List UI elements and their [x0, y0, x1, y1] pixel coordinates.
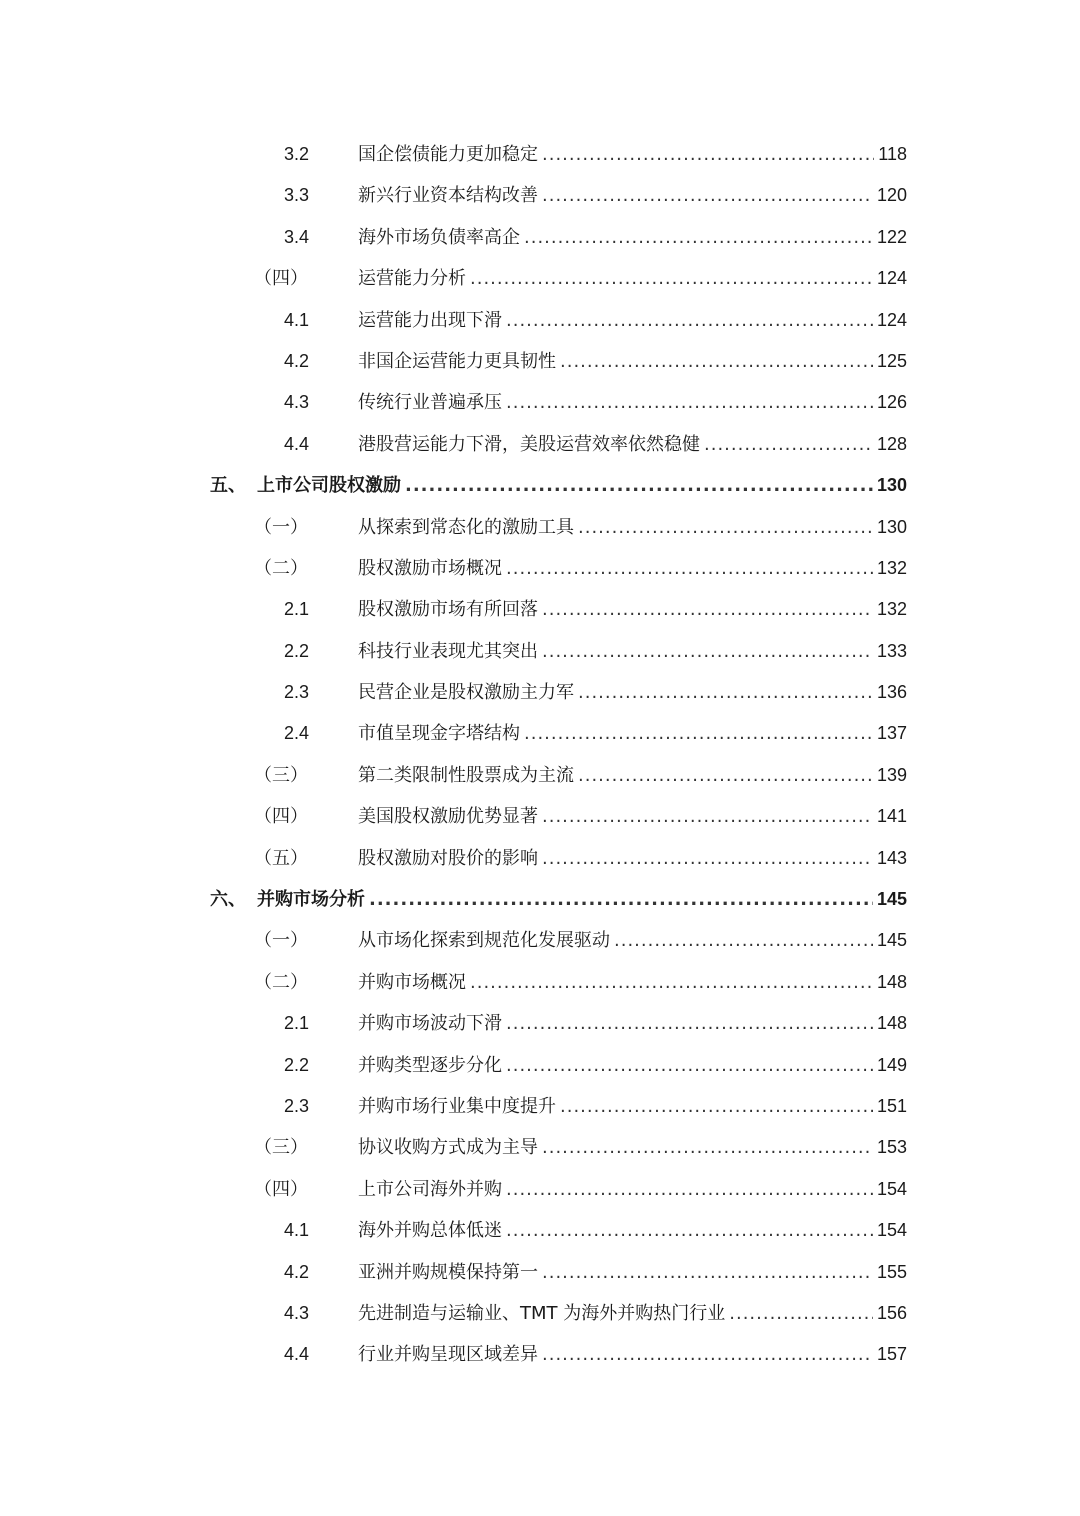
toc-number: 2.3	[284, 682, 310, 703]
toc-entry	[358, 962, 907, 1003]
dot-leader	[542, 631, 873, 672]
dot-leader	[542, 838, 873, 879]
toc-row-sub[interactable]	[0, 134, 1080, 175]
toc-number: 3.4	[284, 226, 310, 247]
toc-title: 并购市场概况	[358, 971, 466, 993]
toc-row-sub[interactable]	[0, 1210, 1080, 1251]
toc-page-number: 130	[876, 475, 907, 496]
toc-entry	[358, 175, 907, 216]
toc-row-section[interactable]	[0, 920, 1080, 961]
toc-entry	[358, 796, 907, 837]
dot-leader	[578, 672, 873, 713]
toc-number: （三）	[254, 764, 308, 786]
dot-leader	[506, 382, 873, 423]
toc-page-number: 151	[876, 1095, 907, 1116]
dot-leader	[506, 1045, 873, 1086]
toc-title: 上市公司海外并购	[358, 1178, 502, 1200]
toc-page-number: 124	[876, 268, 907, 289]
dot-leader	[524, 217, 873, 258]
dot-leader	[524, 713, 873, 754]
toc-entry	[358, 424, 907, 465]
toc-number: 2.3	[284, 1095, 310, 1116]
dot-leader	[506, 1003, 873, 1044]
toc-entry	[358, 589, 907, 630]
toc-page-number: 153	[876, 1137, 907, 1158]
dot-leader	[506, 1169, 873, 1210]
toc-entry	[358, 920, 907, 961]
toc-page-number: 141	[876, 806, 907, 827]
toc-page-number: 148	[876, 971, 907, 992]
toc-number: 六、	[210, 889, 246, 911]
toc-entry	[358, 134, 907, 175]
toc-title: 国企偿债能力更加稳定	[358, 144, 538, 165]
dot-leader	[405, 465, 873, 506]
toc-entry	[358, 672, 907, 713]
toc-row-section[interactable]	[0, 962, 1080, 1003]
toc-page-number: 125	[876, 350, 907, 371]
toc-entry	[358, 713, 907, 754]
toc-row-sub[interactable]	[0, 713, 1080, 754]
toc-entry	[358, 1293, 907, 1334]
toc-title: 传统行业普遍承压	[358, 392, 502, 414]
toc-number: 4.3	[284, 392, 310, 413]
toc-title: 并购市场行业集中度提升	[358, 1095, 556, 1117]
toc-number: 4.1	[284, 309, 310, 330]
toc-title: 并购市场波动下滑	[358, 1013, 502, 1035]
toc-row-sub[interactable]	[0, 217, 1080, 258]
toc-row-sub[interactable]	[0, 175, 1080, 216]
toc-page-number: 128	[876, 433, 907, 454]
toc-number: 五、	[210, 475, 246, 497]
toc-row-section[interactable]	[0, 258, 1080, 299]
toc-entry	[358, 1086, 907, 1127]
toc-page-number: 137	[876, 723, 907, 744]
toc-row-section[interactable]	[0, 755, 1080, 796]
dot-leader	[470, 962, 873, 1003]
toc-entry	[358, 838, 907, 879]
table-of-contents	[0, 134, 1080, 1376]
toc-row-sub[interactable]	[0, 1003, 1080, 1044]
toc-title: 美国股权激励优势显著	[358, 806, 538, 828]
toc-page-number: 124	[876, 309, 907, 330]
dot-leader	[506, 300, 873, 341]
toc-title: 从市场化探索到规范化发展驱动	[358, 930, 610, 952]
toc-title: 第二类限制性股票成为主流	[358, 764, 574, 786]
dot-leader	[614, 920, 873, 961]
toc-number: 4.4	[284, 1344, 310, 1365]
toc-page-number: 154	[876, 1220, 907, 1241]
dot-leader	[578, 755, 873, 796]
toc-title: 行业并购呈现区域差异	[358, 1344, 538, 1366]
toc-number: （五）	[254, 847, 308, 869]
toc-title: 先进制造与运输业、TMT 为海外并购热门行业	[358, 1302, 726, 1324]
toc-entry	[358, 300, 907, 341]
toc-number: 2.4	[284, 723, 310, 744]
dot-leader	[560, 341, 873, 382]
toc-number: 4.2	[284, 350, 310, 371]
toc-row-sub[interactable]	[0, 1045, 1080, 1086]
toc-page-number: 145	[876, 930, 907, 951]
toc-row-section[interactable]	[0, 838, 1080, 879]
toc-page-number: 154	[876, 1178, 907, 1199]
toc-entry	[257, 879, 907, 920]
toc-title: 亚洲并购规模保持第一	[358, 1261, 538, 1283]
dot-leader	[704, 424, 873, 465]
toc-title: 并购类型逐步分化	[358, 1054, 502, 1076]
toc-entry	[358, 341, 907, 382]
toc-row-section[interactable]	[0, 796, 1080, 837]
toc-entry	[358, 1210, 907, 1251]
toc-number: （四）	[254, 268, 308, 290]
toc-title: 港股营运能力下滑，美股运营效率依然稳健	[358, 433, 700, 455]
toc-number: （四）	[254, 806, 308, 828]
toc-row-sub[interactable]	[0, 631, 1080, 672]
toc-row-chapter[interactable]	[0, 879, 1080, 920]
toc-number: （四）	[254, 1178, 308, 1200]
toc-row-sub[interactable]	[0, 1086, 1080, 1127]
dot-leader	[506, 1210, 873, 1251]
dot-leader	[470, 258, 873, 299]
toc-number: （一）	[254, 516, 308, 538]
toc-number: 4.1	[284, 1220, 310, 1241]
toc-entry	[257, 465, 907, 506]
toc-row-sub[interactable]	[0, 1293, 1080, 1334]
dot-leader	[578, 507, 873, 548]
toc-entry	[358, 382, 907, 423]
toc-row-sub[interactable]	[0, 424, 1080, 465]
toc-entry	[358, 507, 907, 548]
toc-number: 4.4	[284, 433, 310, 454]
dot-leader	[542, 796, 873, 837]
toc-title: 运营能力分析	[358, 268, 466, 290]
toc-entry	[358, 548, 907, 589]
toc-number: 2.2	[284, 640, 310, 661]
toc-entry	[358, 1252, 907, 1293]
toc-title: 上市公司股权激励	[257, 475, 401, 497]
toc-title: 从探索到常态化的激励工具	[358, 516, 574, 538]
toc-entry	[358, 1169, 907, 1210]
toc-row-sub[interactable]	[0, 300, 1080, 341]
toc-number: （一）	[254, 930, 308, 952]
toc-title: 新兴行业资本结构改善	[358, 185, 538, 207]
toc-title: 市值呈现金字塔结构	[358, 723, 520, 745]
toc-title: 海外市场负债率高企	[358, 226, 520, 248]
toc-page-number: 155	[876, 1261, 907, 1282]
toc-page-number: 136	[876, 682, 907, 703]
toc-row-section[interactable]	[0, 507, 1080, 548]
toc-page-number: 126	[876, 392, 907, 413]
toc-page-number: 132	[876, 557, 907, 578]
toc-entry	[358, 1127, 907, 1168]
toc-title: 股权激励市场有所回落	[358, 599, 538, 621]
dot-leader	[542, 1252, 873, 1293]
toc-row-chapter[interactable]	[0, 465, 1080, 506]
toc-title: 民营企业是股权激励主力军	[358, 682, 574, 704]
dot-leader	[542, 589, 873, 630]
dot-leader	[369, 879, 873, 920]
toc-entry	[358, 258, 907, 299]
toc-title: 股权激励市场概况	[358, 557, 502, 579]
toc-title: 科技行业表现尤其突出	[358, 640, 538, 662]
toc-number: 2.1	[284, 599, 310, 620]
dot-leader	[542, 175, 873, 216]
dot-leader	[560, 1086, 873, 1127]
toc-page-number: 157	[876, 1344, 907, 1365]
toc-page-number: 139	[876, 764, 907, 785]
toc-number: 4.2	[284, 1261, 310, 1282]
toc-number: 3.2	[284, 144, 310, 164]
toc-number: 2.1	[284, 1013, 310, 1034]
toc-page-number: 133	[876, 640, 907, 661]
toc-entry	[358, 1334, 907, 1375]
toc-row-sub[interactable]	[0, 672, 1080, 713]
toc-row-sub[interactable]	[0, 341, 1080, 382]
toc-row-section[interactable]	[0, 1127, 1080, 1168]
toc-row-sub[interactable]	[0, 382, 1080, 423]
toc-number: （三）	[254, 1137, 308, 1159]
toc-number: （二）	[254, 557, 308, 579]
toc-title: 非国企运营能力更具韧性	[358, 350, 556, 372]
toc-number: 3.3	[284, 185, 310, 206]
toc-page-number: 149	[876, 1054, 907, 1075]
toc-row-section[interactable]	[0, 548, 1080, 589]
toc-page-number: 122	[876, 226, 907, 247]
toc-entry	[358, 755, 907, 796]
toc-number: 2.2	[284, 1054, 310, 1075]
toc-title: 并购市场分析	[257, 889, 365, 911]
toc-page-number: 143	[876, 847, 907, 868]
toc-title: 股权激励对股价的影响	[358, 847, 538, 869]
toc-row-section[interactable]	[0, 1169, 1080, 1210]
toc-row-sub[interactable]	[0, 589, 1080, 630]
toc-title: 海外并购总体低迷	[358, 1220, 502, 1242]
dot-leader	[506, 548, 873, 589]
dot-leader	[542, 1127, 873, 1168]
toc-row-sub[interactable]	[0, 1334, 1080, 1375]
toc-entry	[358, 1003, 907, 1044]
toc-number: （二）	[254, 971, 308, 993]
toc-entry	[358, 631, 907, 672]
dot-leader	[542, 134, 874, 175]
toc-page-number: 148	[876, 1013, 907, 1034]
toc-row-sub[interactable]	[0, 1252, 1080, 1293]
toc-number: 4.3	[284, 1302, 310, 1323]
toc-page-number: 132	[876, 599, 907, 620]
toc-title: 运营能力出现下滑	[358, 309, 502, 331]
toc-entry	[358, 217, 907, 258]
dot-leader	[542, 1334, 873, 1375]
toc-page-number: 156	[876, 1302, 907, 1323]
toc-page-number: 120	[876, 185, 907, 206]
dot-leader	[729, 1293, 873, 1334]
toc-title: 协议收购方式成为主导	[358, 1137, 538, 1159]
toc-page-number: 130	[876, 516, 907, 537]
toc-page-number: 145	[876, 889, 907, 910]
toc-page-number: 118	[878, 144, 907, 164]
toc-entry	[358, 1045, 907, 1086]
